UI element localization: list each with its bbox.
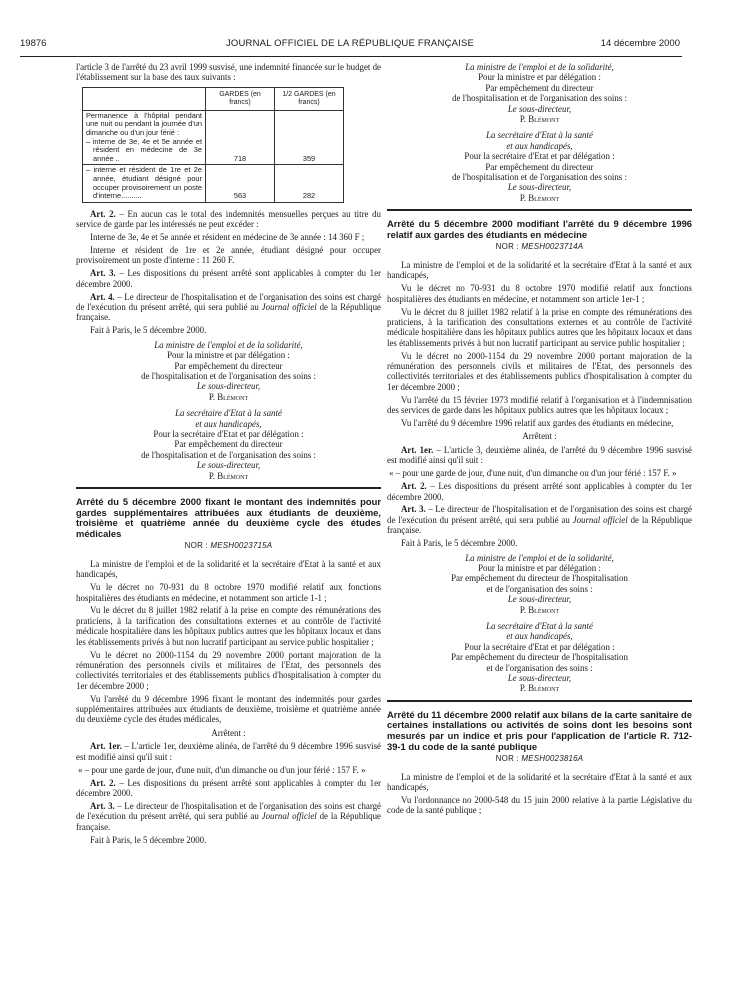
article-3: Art. 3. – Les dispositions du présent arrêté sont applicables à compter du 1er décembre 2000. bbox=[76, 268, 381, 289]
row2-gardes: 563 bbox=[206, 165, 275, 202]
page-header bbox=[20, 38, 680, 54]
decree-title: Arrêté du 5 décembre 2000 fixant le montant des indemnités pour gardes supplémentaires attribuées aux étudiants de deuxième, troisième et quatrième année du deuxième cycle des études médicales bbox=[76, 496, 381, 539]
arretent: Arrêtent : bbox=[522, 431, 557, 442]
nor-reference: NOR : MESH0023715A bbox=[184, 541, 273, 551]
signature-block: La secrétaire d'Etat à la santé et aux handicapés, Pour la secrétaire d'Etat et par délégation : Par empêchement du directeur de l'hospitalisation et de l'organisation des soins : Le sous-directeur, P. Blémont bbox=[452, 130, 627, 203]
table-row bbox=[83, 110, 344, 165]
section-separator bbox=[387, 700, 692, 702]
table-lead: Permanence à l'hôpital pendant une nuit ou pendant la journée d'un dimanche ou d'un jour férié : bbox=[86, 110, 202, 137]
row2-label: – interne et résident de 1re et 2e année, étudiant désigné pour occuper provisoirement un poste d'interne.......... bbox=[86, 165, 202, 201]
intro-paragraph: l'article 3 de l'arrêté du 23 avril 1999 susvisé, une indemnité financée sur le budget de l'établissement sur la base des taux suivants : bbox=[76, 62, 381, 83]
right-column bbox=[387, 62, 692, 818]
article-1-quote: « – pour une garde de jour, d'une nuit, d'un dimanche ou d'un jour férié : 157 F. » bbox=[78, 764, 366, 775]
table-header-row bbox=[83, 87, 344, 110]
visa: Vu le décret no 2000-1154 du 29 novembre 2000 portant majoration de la rémunération des personnels civils et militaires de l'Etat, des personnels des collectivités territoriales et des établissements publics d'hospitalisation à compter du 1er décembre 2000 ; bbox=[387, 350, 692, 392]
visa: Vu le décret du 8 juillet 1982 relatif à la prise en compte des rémunérations des praticiens, à la tarification des consultations externes et au contrôle de l'activité médicale hospitalière dans les hôpitaux publics autres que les hôpitaux locaux et dans les établissements privés à but non lucratif participant au service public hospitalier ; bbox=[387, 306, 692, 348]
article-2-line2: Interne et résident de 1re et 2e année, étudiant désigné pour occuper provisoirement un poste d'interne : 11 260 F. bbox=[76, 244, 381, 266]
visa: Vu l'arrêté du 15 février 1973 modifié relatif à l'organisation et à l'indemnisation des services de garde dans les hôpitaux publics autres que les hôpitaux locaux ; bbox=[387, 394, 692, 416]
journal-title: JOURNAL OFFICIEL DE LA RÉPUBLIQUE FRANÇAISE bbox=[225, 38, 475, 49]
decree-title: Arrêté du 11 décembre 2000 relatif aux bilans de la carte sanitaire de certaines installations ou activités de soins dont les besoins sont mesurés par un indice et pris pour l'application de l'article R. 712-39-1 du code de la santé publique bbox=[387, 708, 692, 752]
header-rule bbox=[20, 56, 682, 57]
article-2: Art. 2. – Les dispositions du présent arrêté sont applicables à compter du 1er décembre 2000. bbox=[387, 481, 692, 502]
table-row-label bbox=[83, 110, 206, 165]
table-row bbox=[83, 165, 344, 202]
section-separator bbox=[387, 209, 692, 211]
col-gardes-header: GARDES (en francs) bbox=[206, 87, 275, 110]
visa: Vu le décret no 70-931 du 8 octobre 1970 modifié relatif aux fonctions hospitalières des étudiants en médecine, et notamment son article 1-1 ; bbox=[76, 582, 381, 603]
signature-block: La secrétaire d'Etat à la santé et aux handicapés, Pour la secrétaire d'Etat et par délégation : Par empêchement du directeur de l'hospitalisation et de l'organisation des soins : Le sous-directeur, P. Blémont bbox=[141, 408, 316, 481]
visa: Vu l'arrêté du 9 décembre 1996 fixant le montant des indemnités pour gardes supplémentaires attribuées aux étudiants de deuxième, troisième et quatrième année du deuxième cycle des études médicales, bbox=[76, 693, 381, 725]
article-1-quote: « – pour une garde de jour, d'une nuit, d'un dimanche ou d'un jour férié : 157 F. » bbox=[389, 468, 677, 479]
col-demi-gardes-header: 1/2 GARDES (en francs) bbox=[275, 87, 344, 110]
preamble: La ministre de l'emploi et de la solidarité et la secrétaire d'Etat à la santé et aux handicapés, bbox=[76, 558, 381, 580]
preamble: La ministre de l'emploi et de la solidarité et la secrétaire d'Etat à la santé et aux handicapés, bbox=[387, 771, 692, 792]
page-number: 19876 bbox=[20, 38, 47, 49]
visa: Vu le décret du 8 juillet 1982 relatif à la prise en compte des rémunérations des praticiens, à la tarification des consultations externes et au contrôle de l'activité médicale hospitalière dans les hôpitaux publics autres que les hôpitaux locaux et dans les établissements privés à but non lucratif participant au service public hospitalier ; bbox=[76, 605, 381, 647]
fait-a-paris: Fait à Paris, le 5 décembre 2000. bbox=[401, 538, 518, 549]
nor-reference: NOR : MESH0023714A bbox=[495, 242, 584, 252]
article-2-line1: Interne de 3e, 4e et 5e année et résident en médecine de 3e année : 14 360 F ; bbox=[90, 232, 365, 243]
article-3: Art. 3. – Le directeur de l'hospitalisation et de l'organisation des soins est chargé de l'exécution du présent arrêté, qui sera publié au Journal officiel de la République française. bbox=[387, 504, 692, 536]
issue-date: 14 décembre 2000 bbox=[600, 38, 680, 49]
section-separator bbox=[76, 487, 381, 489]
rates-table bbox=[82, 87, 344, 203]
visa: Vu le décret no 2000-1154 du 29 novembre 2000 portant majoration de la rémunération des personnels civils et militaires de l'Etat, des personnels des collectivités territoriales et des établissements publics d'hospitalisation à compter du 1er décembre 2000 ; bbox=[76, 649, 381, 691]
article-1: Art. 1er. – L'article 3, deuxième alinéa, de l'arrêté du 9 décembre 1996 susvisé est modifié ainsi qu'il suit : bbox=[387, 444, 692, 466]
fait-a-paris: Fait à Paris, le 5 décembre 2000. bbox=[90, 834, 207, 845]
article-2: Art. 2. – Les dispositions du présent arrêté sont applicables à compter du 1er décembre 2000. bbox=[76, 777, 381, 798]
visa: Vu l'arrêté du 9 décembre 1996 relatif aux gardes des étudiants en médecine, bbox=[401, 418, 674, 429]
article-4: Art. 4. – Le directeur de l'hospitalisation et de l'organisation des soins est chargé de l'exécution du présent arrêté, qui sera publié au Journal officiel de la République française. bbox=[76, 291, 381, 323]
row1-demi: 359 bbox=[275, 110, 344, 165]
signature-block: La ministre de l'emploi et de la solidarité, Pour la ministre et par délégation : Par empêchement du directeur de l'hospitalisation et de l'organisation des soins : Le sous-directeur, P. Blémont bbox=[451, 552, 628, 615]
article-3: Art. 3. – Le directeur de l'hospitalisation et de l'organisation des soins est chargé de l'exécution du présent arrêté, qui sera publié au Journal officiel de la République française. bbox=[76, 800, 381, 832]
signature-block: La ministre de l'emploi et de la solidarité, Pour la ministre et par délégation : Par empêchement du directeur de l'hospitalisation et de l'organisation des soins : Le sous-directeur, P. Blémont bbox=[452, 62, 627, 125]
table-row-label bbox=[83, 165, 206, 202]
row1-gardes: 718 bbox=[206, 110, 275, 165]
article-2: Art. 2. – En aucun cas le total des indemnités mensuelles perçues au titre du service de garde par les intéressés ne peut excéder : bbox=[76, 208, 381, 230]
preamble: La ministre de l'emploi et de la solidarité et la secrétaire d'Etat à la santé et aux handicapés, bbox=[387, 259, 692, 281]
signature-block: La ministre de l'emploi et de la solidarité, Pour la ministre et par délégation : Par empêchement du directeur de l'hospitalisation et de l'organisation des soins : Le sous-directeur, P. Blémont bbox=[141, 339, 316, 402]
visa: Vu l'ordonnance no 2000-548 du 15 juin 2000 relative à la partie Législative du code de la santé publique ; bbox=[387, 794, 692, 816]
visa: Vu le décret no 70-931 du 8 octobre 1970 modifié relatif aux fonctions hospitalières des étudiants en médecine, et notamment son article 1er-1 ; bbox=[387, 283, 692, 304]
row1-label: – interne de 3e, 4e et 5e année et résident en médecine de 3e année .. bbox=[86, 136, 202, 163]
signature-block: La secrétaire d'Etat à la santé et aux handicapés, Pour la secrétaire d'Etat et par délégation : Par empêchement du directeur de l'hospitalisation et de l'organisation des soins : Le sous-directeur, P. Blémont bbox=[451, 620, 628, 694]
decree-title: Arrêté du 5 décembre 2000 modifiant l'arrêté du 9 décembre 1996 relatif aux gardes des étudiants en médecine bbox=[387, 218, 692, 240]
row2-demi: 282 bbox=[275, 165, 344, 202]
fait-a-paris: Fait à Paris, le 5 décembre 2000. bbox=[90, 325, 207, 336]
arretent: Arrêtent : bbox=[211, 727, 246, 738]
table-corner bbox=[83, 87, 206, 110]
nor-reference: NOR : MESH0023816A bbox=[495, 754, 584, 764]
left-column bbox=[76, 62, 381, 847]
article-1: Art. 1er. – L'article 1er, deuxième alinéa, de l'arrêté du 9 décembre 1996 susvisé est modifié ainsi qu'il suit : bbox=[76, 741, 381, 762]
